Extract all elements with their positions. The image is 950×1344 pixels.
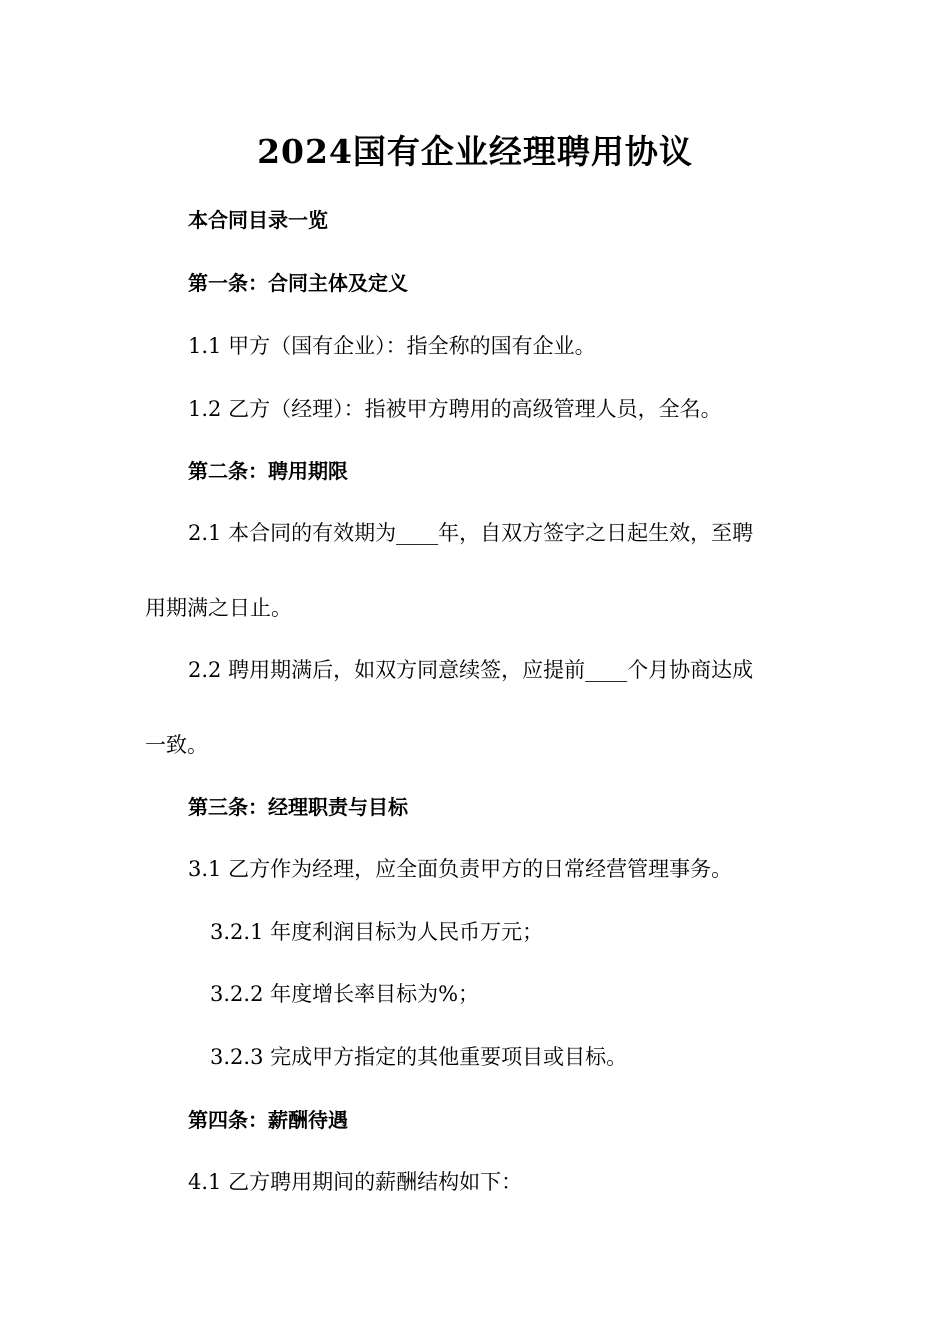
- toc-heading: 本合同目录一览: [188, 208, 328, 232]
- clause-2-2-continued: 一致。: [145, 733, 208, 757]
- article-3-heading: 第三条：经理职责与目标: [188, 795, 408, 819]
- clause-1-1: 1.1 甲方（国有企业）：指全称的国有企业。: [188, 334, 596, 358]
- clause-4-1: 4.1 乙方聘用期间的薪酬结构如下：: [188, 1170, 523, 1194]
- clause-2-1: 2.1 本合同的有效期为____年，自双方签字之日起生效，至聘: [188, 521, 754, 545]
- clause-3-2-3: 3.2.3 完成甲方指定的其他重要项目或目标。: [210, 1045, 628, 1069]
- article-4-heading: 第四条：薪酬待遇: [188, 1108, 348, 1132]
- article-2-heading: 第二条：聘用期限: [188, 459, 348, 483]
- clause-3-2-2: 3.2.2 年度增长率目标为%；: [210, 982, 480, 1006]
- document-title: 2024国有企业经理聘用协议: [257, 132, 693, 171]
- clause-1-2: 1.2 乙方（经理）：指被甲方聘用的高级管理人员，全名。: [188, 397, 722, 421]
- clause-2-1-continued: 用期满之日止。: [145, 596, 292, 620]
- clause-3-1: 3.1 乙方作为经理，应全面负责甲方的日常经营管理事务。: [188, 857, 733, 881]
- article-1-heading: 第一条：合同主体及定义: [188, 271, 408, 295]
- clause-3-2-1: 3.2.1 年度利润目标为人民币万元；: [210, 920, 544, 944]
- clause-2-2: 2.2 聘用期满后，如双方同意续签，应提前____个月协商达成: [188, 658, 754, 682]
